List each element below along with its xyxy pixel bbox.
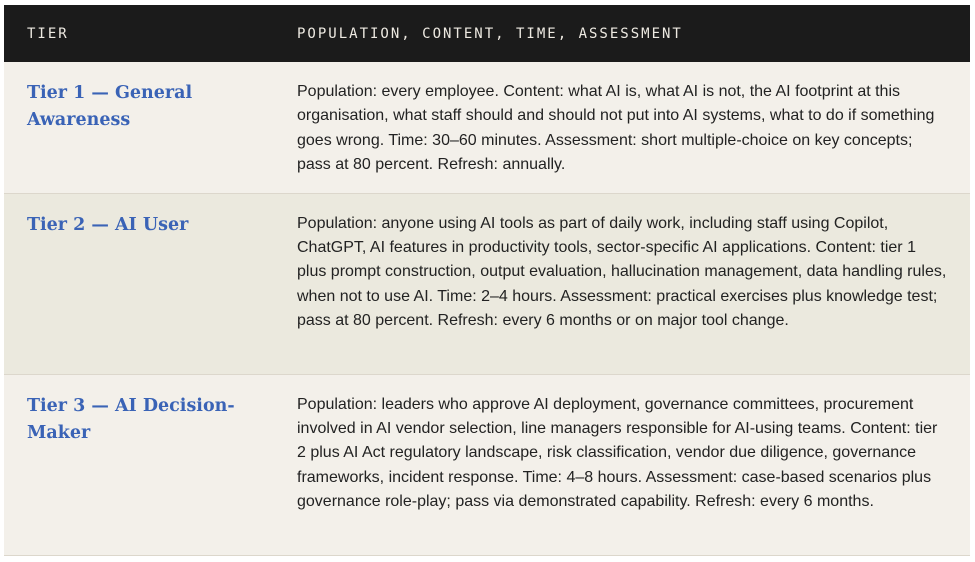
training-tiers-table xyxy=(4,5,970,556)
table-row-tier-2 xyxy=(4,193,970,374)
table-header-row xyxy=(4,5,970,62)
column-header-details: POPULATION, CONTENT, TIME, ASSESSMENT xyxy=(297,5,970,62)
tier-name: Tier 2 — AI User xyxy=(27,214,189,235)
tier-name: Tier 1 — General Awareness xyxy=(27,83,193,130)
tier-details: Population: anyone using AI tools as part of daily work, including staff using Copilot, ChatGPT, AI features in productivity tools, sector-specific AI applications. Content: tier 1 plus prompt construction, output evaluation, hallucination management, data handling rules, when not to use AI. Time: 2–4 hours. Assessment: practical exercises plus knowledge test; pass at 80 percent. Refresh: every 6 months or on major tool change. xyxy=(297,193,970,374)
table-row-tier-3 xyxy=(4,374,970,555)
tier-cell xyxy=(4,62,297,193)
tier-cell xyxy=(4,374,297,555)
training-tiers-table-container xyxy=(4,5,970,556)
table-row-tier-1 xyxy=(4,62,970,193)
tier-details: Population: leaders who approve AI deployment, governance committees, procurement involved in AI vendor selection, line managers responsible for AI-using teams. Content: tier 2 plus AI Act regulatory landscape, risk classification, vendor due diligence, governance frameworks, incident response. Time: 4–8 hours. Assessment: case-based scenarios plus governance role-play; pass via demonstrated capability. Refresh: every 6 months. xyxy=(297,374,970,555)
tier-details: Population: every employee. Content: what AI is, what AI is not, the AI footprint at this organisation, what staff should and should not put into AI systems, what to do if something goes wrong. Time: 30–60 minutes. Assessment: short multiple-choice on key concepts; pass at 80 percent. Refresh: annually. xyxy=(297,62,970,193)
column-header-tier: TIER xyxy=(4,5,297,62)
tier-name: Tier 3 — AI Decision-Maker xyxy=(27,395,235,443)
tier-cell xyxy=(4,193,297,374)
